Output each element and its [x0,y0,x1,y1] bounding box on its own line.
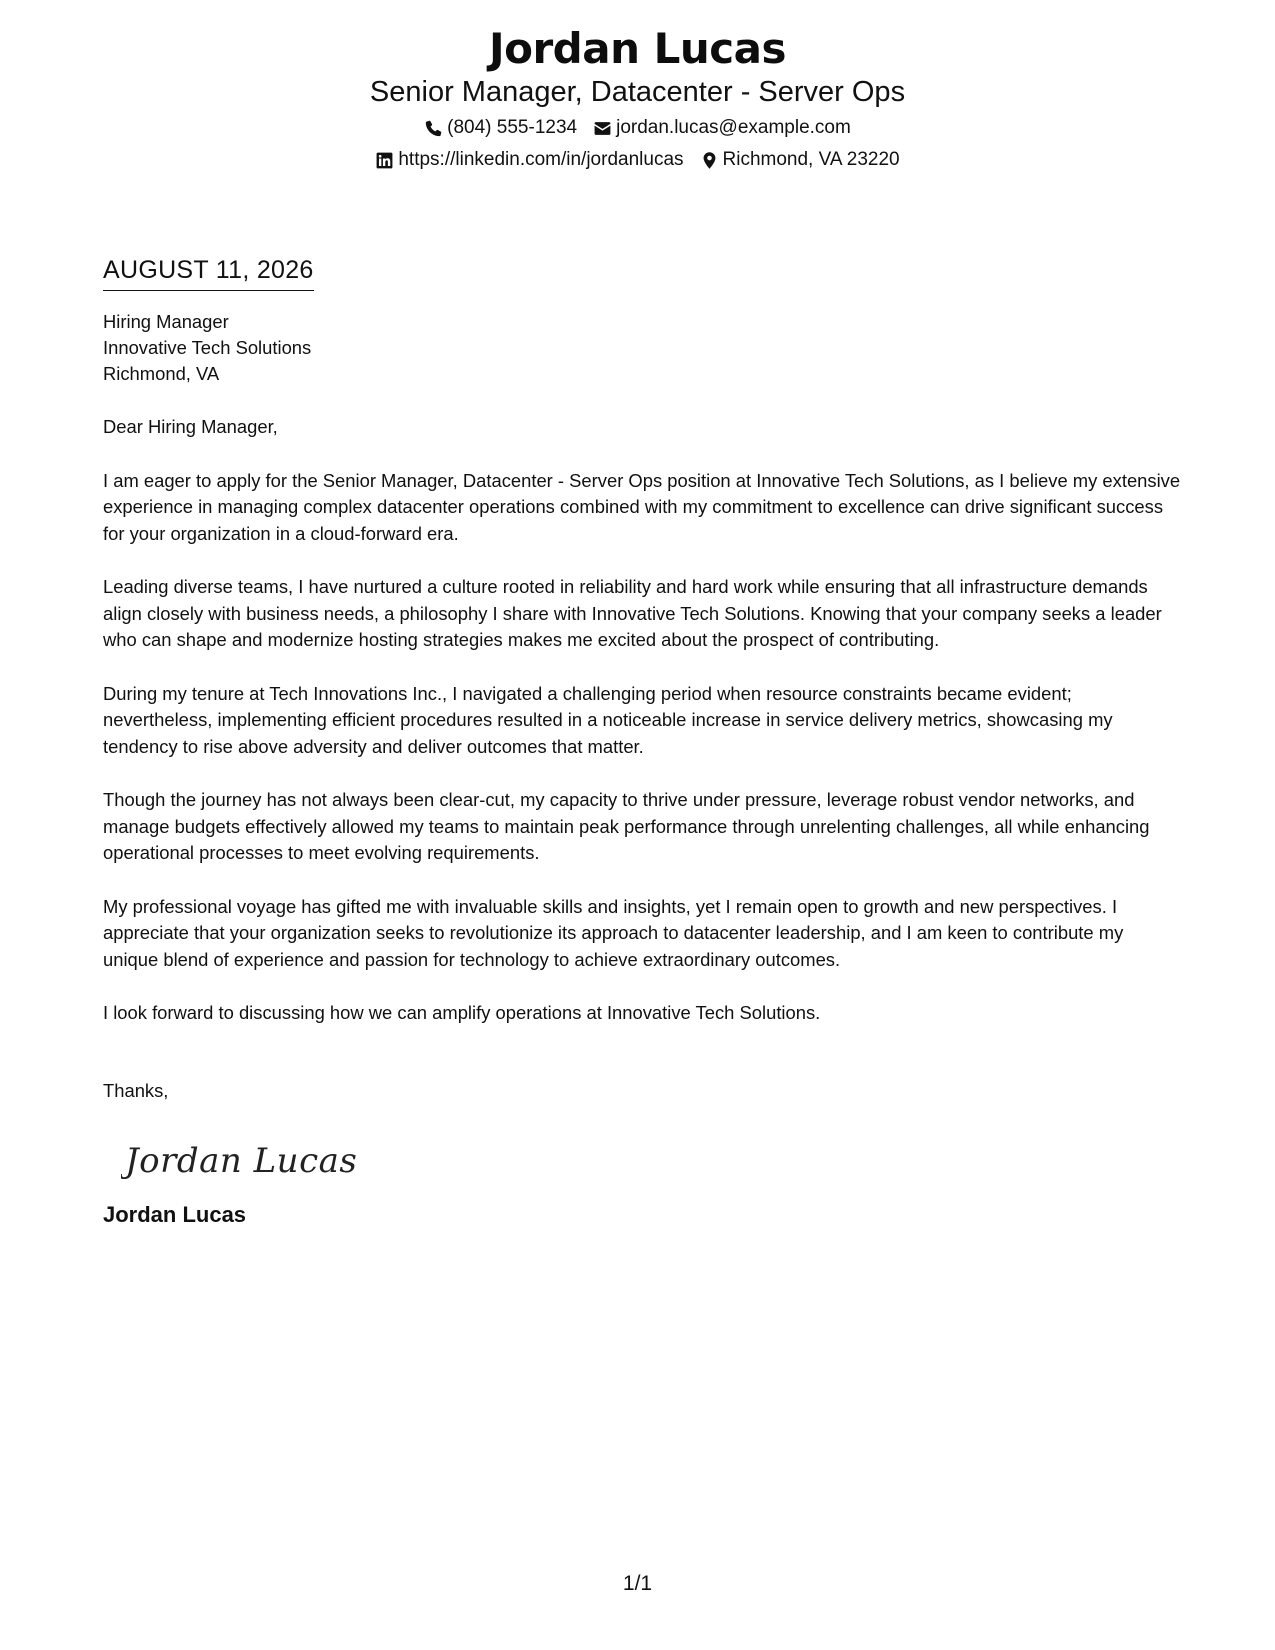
contact-location [700,146,900,174]
map-marker-icon [700,151,719,170]
contact-phone [424,114,577,142]
applicant-name: Jordan Lucas [488,24,787,73]
body-paragraph: My professional voyage has gifted me with invaluable skills and insights, yet I remain open to growth and new perspectives. I appreciate that your organization seeks to revolutionize its approach to datacenter leadership, and I am keen to contribute my unique blend of experience and passion for technology to achieve extraordinary outcomes. [103,895,1124,970]
salutation: Dear Hiring Manager, [103,416,278,437]
linkedin-text: https://linkedin.com/in/jordanlucas [398,149,684,170]
signature-text: Jordan Lucas [125,1141,358,1181]
letter-date: AUGUST 11, 2026 [103,254,314,291]
contact-email [593,114,851,142]
envelope-icon [593,119,612,138]
phone-icon [424,119,443,138]
contact-row-2 [0,146,1275,174]
applicant-title: Senior Manager, Datacenter - Server Ops [369,76,906,108]
recipient-line: Richmond, VA [103,363,220,384]
body-paragraph: I look forward to discussing how we can amplify operations at Innovative Tech Solutions. [103,1002,821,1023]
letter-body [103,254,1183,1230]
handwritten-signature [121,1130,1183,1186]
signer-name: Jordan Lucas [103,1202,247,1227]
phone-text: (804) 555-1234 [447,117,578,138]
recipient-line: Innovative Tech Solutions [103,337,312,358]
contact-linkedin [375,146,683,174]
recipient-line: Hiring Manager [103,311,229,332]
signature-graphic [121,1130,381,1186]
letter-header [0,22,1275,174]
body-paragraph: Leading diverse teams, I have nurtured a culture rooted in reliability and hard work while ensuring that all infrastructure demands align closely with business needs, a philosophy I share with Innovative Tech Solutions. Knowing that your company seeks a leader who can shape and modernize hosting strategies makes me excited about the prospect of contributing. [103,576,1162,650]
linkedin-icon [375,151,394,170]
location-text: Richmond, VA 23220 [722,149,900,170]
closing: Thanks, [103,1079,169,1101]
body-paragraph: I am eager to apply for the Senior Manager, Datacenter - Server Ops position at Innovative Tech Solutions, as I believe my extensive experience in managing complex datacenter operations combined with my commitment to excellence can drive significant success for your organization in a cloud-forward era. [103,469,1181,544]
body-paragraph: During my tenure at Tech Innovations Inc., I navigated a challenging period when resource constraints became evident; nevertheless, implementing efficient procedures resulted in a noticeable increase in service delivery metrics, showcasing my tendency to rise above adversity and deliver outcomes that matter. [103,682,1113,757]
contact-row-1 [0,114,1275,142]
email-text: jordan.lucas@example.com [616,117,851,138]
page-number: 1/1 [622,1572,653,1595]
body-paragraph: Though the journey has not always been clear-cut, my capacity to thrive under pressure, leverage robust vendor networks, and manage budgets effectively allowed my teams to maintain peak performance through unrelenting challenges, all while enhancing operational processes to meet evolving requirements. [103,789,1150,863]
recipient-block [103,309,1183,387]
